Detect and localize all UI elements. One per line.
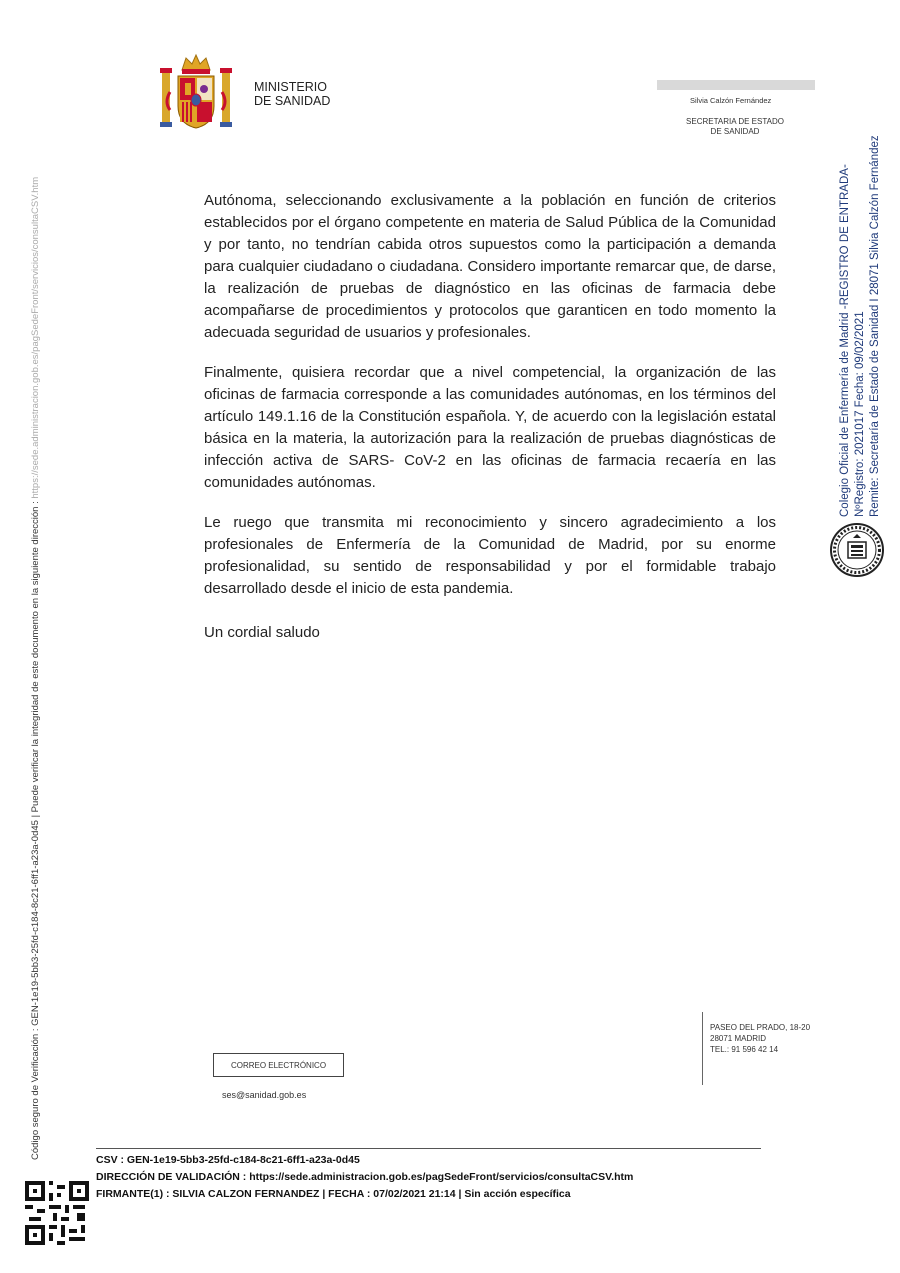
csv-block bbox=[96, 1152, 633, 1203]
paragraph: Finalmente, quisiera recordar que a nivel competencial, la organización de las oficinas de farmacia corresponde a las comunidades autónomas, en los términos del artículo 149.1.16 de la Constitución española. Y, de acuerdo con la legislación estatal básica en la materia, la autorización para la realización de pruebas diagnósticas de infección activa de SARS- CoV-2 en las oficinas de farmacia recaería en las comunidades autónomas. bbox=[204, 364, 776, 491]
registry-line1: Colegio Oficial de Enfermería de Madrid -REGISTRO DE ENTRADA- bbox=[839, 164, 851, 517]
registry-line3: Remite: Secretaría de Estado de Sanidad I 28071 Silvia Calzón Fernández bbox=[869, 135, 881, 517]
ministry-line1: MINISTERIO bbox=[254, 80, 327, 94]
coat-of-arms-icon bbox=[158, 52, 234, 132]
secretary-line1: SECRETARIA DE ESTADO bbox=[686, 117, 784, 126]
verification-vertical-text bbox=[30, 177, 41, 1160]
verification-text: Código seguro de Verificación : GEN-1e19-5bb3-25fd-c184-8c21-6ff1-a23a-0d45 | Puede verificar la integridad de este documento en la siguiente dirección : bbox=[30, 498, 41, 1160]
ministry-line2: DE SANIDAD bbox=[254, 94, 331, 108]
letter-body bbox=[204, 190, 776, 662]
email-address[interactable]: ses@sanidad.gob.es bbox=[222, 1090, 307, 1100]
registry-stamp bbox=[838, 135, 883, 517]
paragraph: Le ruego que transmita mi reconocimiento y sincero agradecimiento a los profesionales de Enfermería de la Comunidad de Madrid, por su enorme profesionalidad, su sentido de responsabilidad y por el formidable trabajo desarrollado desde el inicio de esta pandemia. bbox=[204, 514, 776, 597]
validation-url[interactable]: DIRECCIÓN DE VALIDACIÓN : https://sede.administracion.gob.es/pagSedeFront/servicios/consultaCSV.htm bbox=[96, 1171, 634, 1183]
secretary-block bbox=[660, 117, 810, 137]
college-seal-icon bbox=[829, 522, 885, 578]
address-line2: 28071 MADRID bbox=[710, 1034, 767, 1043]
address-line1: PASEO DEL PRADO, 18-20 bbox=[710, 1023, 811, 1032]
qr-code-icon bbox=[25, 1181, 89, 1245]
email-label-box: CORREO ELECTRÓNICO bbox=[213, 1053, 344, 1077]
signer-name: Silvia Calzón Fernández bbox=[690, 96, 772, 105]
address-block bbox=[710, 1022, 810, 1055]
closing: Un cordial saludo bbox=[204, 624, 320, 641]
secretary-line2: DE SANIDAD bbox=[710, 127, 760, 136]
address-line3: TEL.: 91 596 42 14 bbox=[710, 1045, 779, 1054]
paragraph: Autónoma, seleccionando exclusivamente a la población en función de criterios establecidos por el órgano competente en materia de Salud Pública de la Comunidad y por tanto, no tendrían cabida otros supuestos como la participación a demanda para cualquier ciudadano o ciudadana. Considero importante remarcar que, de darse, la realización de pruebas de diagnóstico en las oficinas de farmacia debe acompañarse de procedimientos y protocolos que garanticen en todo momento la adecuada seguridad de usuarios y profesionales. bbox=[204, 192, 776, 341]
signer-info: FIRMANTE(1) : SILVIA CALZON FERNANDEZ | FECHA : 07/02/2021 21:14 | Sin acción específica bbox=[96, 1188, 571, 1200]
csv-divider bbox=[96, 1148, 761, 1149]
ministry-name bbox=[254, 80, 330, 108]
verification-url[interactable]: https://sede.administracion.gob.es/pagSedeFront/servicios/consultaCSV.htm bbox=[30, 176, 41, 499]
signature-redaction-bar bbox=[657, 80, 815, 90]
registry-line2: NºRegistro: 2021017 Fecha: 09/02/2021 bbox=[854, 311, 866, 517]
csv-code: CSV : GEN-1e19-5bb3-25fd-c184-8c21-6ff1-a23a-0d45 bbox=[96, 1154, 360, 1166]
address-divider bbox=[702, 1012, 703, 1085]
